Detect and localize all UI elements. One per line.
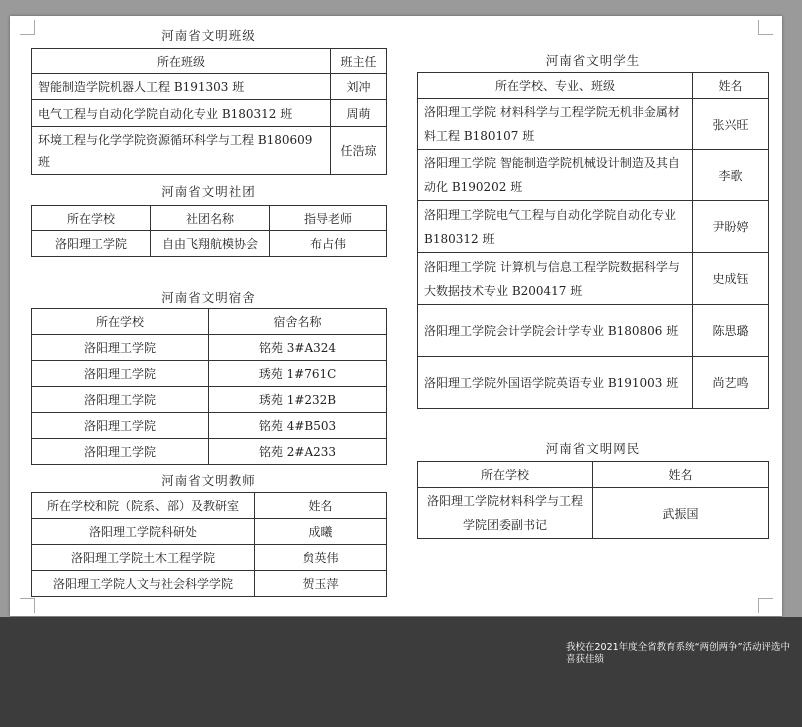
table-row <box>32 335 387 361</box>
table-row <box>418 150 769 201</box>
table-cell: 铭苑 4#B503 <box>209 413 387 439</box>
table-header: 所在班级 <box>32 49 331 74</box>
table-cell: 贠英伟 <box>255 545 387 571</box>
table-header: 所在学校和院（院系、部）及教研室 <box>32 493 255 519</box>
table-row <box>418 253 769 305</box>
table-row <box>32 127 387 175</box>
table-cell: 洛阳理工学院人文与社会科学学院 <box>32 571 255 597</box>
club-table <box>31 205 387 257</box>
table-header: 班主任 <box>331 49 387 74</box>
table-row <box>32 231 387 257</box>
table-row <box>418 201 769 253</box>
class-section-title: 河南省文明班级 <box>161 28 256 43</box>
table-header: 指导老师 <box>270 206 387 231</box>
table-cell: 洛阳理工学院科研处 <box>32 519 255 545</box>
table-cell: 铭苑 3#A324 <box>209 335 387 361</box>
table-cell: 琇苑 1#232B <box>209 387 387 413</box>
table-header-row <box>418 73 769 99</box>
table-header: 姓名 <box>693 73 769 99</box>
table-header-row <box>32 206 387 231</box>
table-header-row <box>32 309 387 335</box>
table-cell: 洛阳理工学院会计学院会计学专业 B180806 班 <box>418 305 693 357</box>
table-row <box>32 439 387 465</box>
table-header: 宿舍名称 <box>209 309 387 335</box>
class-table <box>31 48 387 175</box>
table-cell: 电气工程与自动化学院自动化专业 B180312 班 <box>32 100 331 127</box>
table-row <box>32 361 387 387</box>
table-cell: 洛阳理工学院 <box>32 335 209 361</box>
table-header-row <box>32 49 387 74</box>
table-cell: 铭苑 2#A233 <box>209 439 387 465</box>
table-header: 姓名 <box>255 493 387 519</box>
table-row <box>418 305 769 357</box>
table-header: 所在学校 <box>32 206 151 231</box>
table-row <box>32 519 387 545</box>
dorm-table <box>31 308 387 465</box>
table-row <box>32 545 387 571</box>
table-cell: 任浩琼 <box>331 127 387 175</box>
table-row <box>418 357 769 409</box>
table-cell: 洛阳理工学院 材料科学与工程学院无机非金属材料工程 B180107 班 <box>418 99 693 150</box>
student-table <box>417 72 769 409</box>
teacher-section-title: 河南省文明教师 <box>161 473 256 488</box>
table-cell: 成曦 <box>255 519 387 545</box>
table-cell: 洛阳理工学院 <box>32 361 209 387</box>
table-row <box>32 413 387 439</box>
caption-bar <box>0 617 802 727</box>
crop-mark <box>20 598 35 613</box>
table-cell: 洛阳理工学院 <box>32 439 209 465</box>
table-cell: 自由飞翔航模协会 <box>151 231 270 257</box>
table-cell: 贺玉萍 <box>255 571 387 597</box>
dorm-section-title: 河南省文明宿舍 <box>161 290 256 305</box>
netizen-section-title: 河南省文明网民 <box>545 441 641 456</box>
table-header: 所在学校、专业、班级 <box>418 73 693 99</box>
table-cell: 洛阳理工学院电气工程与自动化学院自动化专业 B180312 班 <box>418 201 693 253</box>
table-header-row <box>32 493 387 519</box>
netizen-table <box>417 461 769 539</box>
table-cell: 周萌 <box>331 100 387 127</box>
table-cell: 琇苑 1#761C <box>209 361 387 387</box>
table-cell: 尚艺鸣 <box>693 357 769 409</box>
table-cell: 智能制造学院机器人工程 B191303 班 <box>32 74 331 100</box>
table-cell: 洛阳理工学院 <box>32 231 151 257</box>
table-header: 姓名 <box>593 462 769 488</box>
document-sheet <box>10 16 782 616</box>
table-header: 社团名称 <box>151 206 270 231</box>
table-cell: 洛阳理工学院土木工程学院 <box>32 545 255 571</box>
table-cell: 环境工程与化学学院资源循环科学与工程 B180609 班 <box>32 127 331 175</box>
table-cell: 洛阳理工学院材料科学与工程学院团委副书记 <box>418 488 593 539</box>
table-row <box>32 387 387 413</box>
teacher-table <box>31 492 387 597</box>
table-cell: 洛阳理工学院 <box>32 413 209 439</box>
table-row <box>418 99 769 150</box>
crop-mark <box>758 20 773 35</box>
table-cell: 洛阳理工学院 智能制造学院机械设计制造及其自动化 B190202 班 <box>418 150 693 201</box>
table-header: 所在学校 <box>32 309 209 335</box>
student-section-title: 河南省文明学生 <box>545 53 641 68</box>
image-caption: 我校在2021年度全省教育系统“两创两争”活动评选中喜获佳绩 <box>566 642 791 665</box>
table-cell: 布占伟 <box>270 231 387 257</box>
table-row <box>418 488 769 539</box>
table-cell: 张兴旺 <box>693 99 769 150</box>
table-cell: 洛阳理工学院 计算机与信息工程学院数据科学与大数据技术专业 B200417 班 <box>418 253 693 305</box>
table-cell: 陈思璐 <box>693 305 769 357</box>
table-cell: 尹盼婷 <box>693 201 769 253</box>
table-cell: 洛阳理工学院 <box>32 387 209 413</box>
table-cell: 武振国 <box>593 488 769 539</box>
club-section-title: 河南省文明社团 <box>161 184 256 199</box>
table-row <box>32 100 387 127</box>
table-header-row <box>418 462 769 488</box>
table-row <box>32 74 387 100</box>
table-cell: 洛阳理工学院外国语学院英语专业 B191003 班 <box>418 357 693 409</box>
document-page <box>10 16 782 616</box>
table-header: 所在学校 <box>418 462 593 488</box>
table-cell: 李歌 <box>693 150 769 201</box>
crop-mark <box>758 598 773 613</box>
table-row <box>32 571 387 597</box>
table-cell: 刘冲 <box>331 74 387 100</box>
table-cell: 史成钰 <box>693 253 769 305</box>
